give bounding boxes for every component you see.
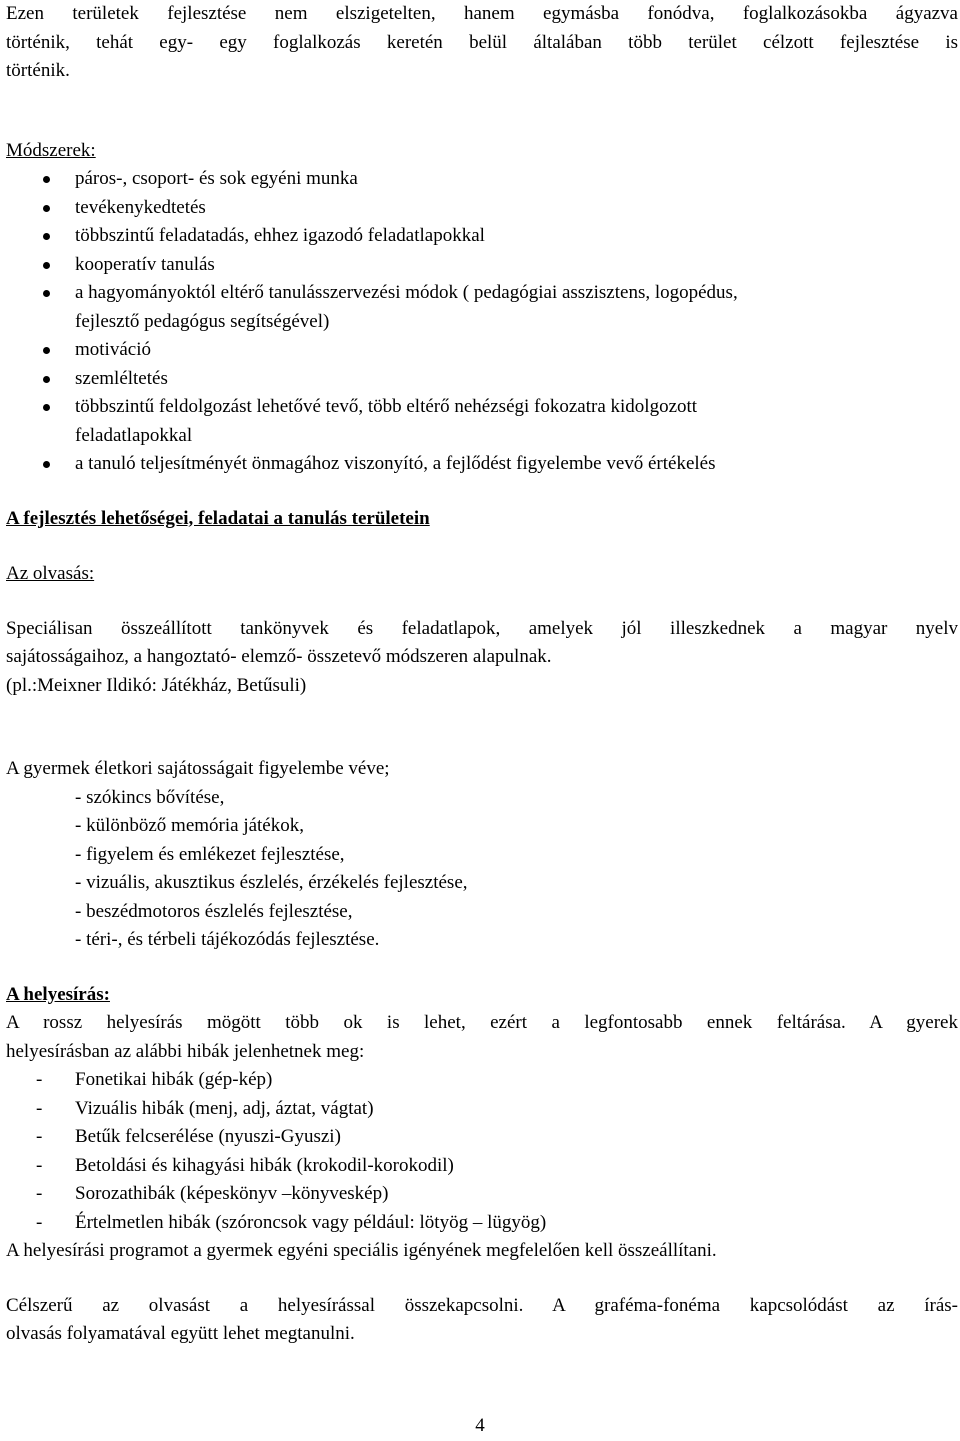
dash-marker: - — [36, 1097, 43, 1119]
age-feature-item: - beszédmotoros észlelés fejlesztése, — [75, 900, 353, 922]
method-item-text: kooperatív tanulás — [75, 253, 215, 275]
age-feature-item: - téri-, és térbeli tájékozódás fejlesztése. — [75, 929, 380, 950]
method-item — [6, 450, 958, 479]
age-feature-item: - vizuális, akusztikus észlelés, érzékelés fejlesztése, — [75, 872, 468, 893]
reading-para-line-1: Speciálisan összeállított tankönyvek és feladatlapok, amelyek jól illeszkednek a magyar nyelv — [6, 617, 958, 639]
method-item — [6, 393, 958, 450]
intro-line-3: történik. — [6, 60, 70, 81]
bullet-icon — [43, 461, 50, 468]
method-item-text: tevékenykedtetés — [75, 196, 206, 218]
methods-heading-text: Módszerek: — [6, 139, 96, 161]
reading-heading — [6, 560, 958, 589]
age-feature-item: - figyelem és emlékezet fejlesztése, — [75, 843, 345, 865]
spelling-error-text: Betoldási és kihagyási hibák (krokodil-korokodil) — [75, 1154, 454, 1176]
spelling-error-text: Sorozathibák (képeskönyv –könyveskép) — [75, 1183, 389, 1204]
method-item-text: többszintű feladatadás, ehhez igazodó feladatlapokkal — [75, 225, 485, 246]
spelling-error-text: Értelmetlen hibák (szóroncsok vagy például: lötyög – lügyög) — [75, 1211, 547, 1233]
bullet-icon — [43, 262, 50, 269]
method-item — [6, 365, 958, 394]
method-item — [6, 279, 958, 336]
method-item-text: szemléltetés — [75, 367, 168, 389]
intro-line-2: történik, tehát egy- egy foglalkozás keretén belül általában több terület célzott fejlesztése is — [6, 31, 958, 53]
spacer — [6, 589, 958, 615]
method-item-text: fejlesztő pedagógus segítségével) — [75, 310, 330, 332]
spelling-heading-text: A helyesírás: — [6, 983, 110, 1005]
spelling-error-text: Fonetikai hibák (gép-kép) — [75, 1069, 273, 1090]
intro-line-1: Ezen területek fejlesztése nem elszigetelten, hanem egymásba fonódva, foglalkozásokba ágyazva — [6, 3, 958, 24]
spelling-error-item — [6, 1152, 958, 1181]
document-page — [6, 0, 958, 1349]
bullet-icon — [43, 376, 50, 383]
spelling-program-line: A helyesírási programot a gyermek egyéni speciális igényének megfelelően kell összeállítani. — [6, 1240, 717, 1261]
bullet-icon — [43, 176, 50, 183]
combine-line-2: olvasás folyamatával együtt lehet megtanulni. — [6, 1323, 355, 1344]
spelling-error-item — [6, 1123, 958, 1152]
spacer — [6, 955, 958, 981]
method-item — [6, 194, 958, 223]
page-number: 4 — [475, 1415, 485, 1436]
spelling-error-item — [6, 1180, 958, 1209]
method-item — [6, 222, 958, 251]
method-item-text: a tanuló teljesítményét önmagához viszonyító, a fejlődést figyelembe vevő értékelés — [75, 453, 716, 474]
dash-marker: - — [36, 1211, 43, 1233]
method-item-text: többszintű feldolgozást lehetővé tevő, több eltérő nehézségi fokozatra kidolgozott — [75, 396, 698, 417]
method-item — [6, 251, 958, 280]
dash-marker: - — [36, 1183, 43, 1204]
age-feature-list — [6, 784, 958, 955]
spelling-para-line-1: A rossz helyesírás mögött több ok is lehet, ezért a legfontosabb ennek feltárása. A gyerek — [6, 1012, 958, 1033]
methods-heading — [6, 137, 958, 166]
reading-para-line-2: sajátosságaihoz, a hangoztató- elemző- összetevő módszeren alapulnak. — [6, 646, 552, 667]
method-item-text: a hagyományoktól eltérő tanulásszervezési módok ( pedagógiai asszisztens, logopédus, — [75, 282, 738, 303]
spelling-error-item — [6, 1066, 958, 1095]
spacer — [6, 1266, 958, 1292]
age-intro: A gyermek életkori sajátosságait figyelembe véve; — [6, 758, 390, 779]
method-item-text: feladatlapokkal — [75, 424, 193, 446]
combine-line-1: Célszerű az olvasást a helyesírással összekapcsolni. A graféma-fonéma kapcsolódást az írás- — [6, 1294, 958, 1316]
methods-list — [6, 165, 958, 479]
method-item — [6, 336, 958, 365]
reading-para-line-3: (pl.:Meixner Ildikó: Játékház, Betűsuli) — [6, 674, 307, 696]
bullet-icon — [43, 233, 50, 240]
spelling-error-item — [6, 1095, 958, 1124]
spacer — [6, 86, 958, 137]
spelling-para-line-2: helyesírásban az alábbi hibák jelenhetnek meg: — [6, 1040, 365, 1062]
bullet-icon — [43, 290, 50, 297]
dash-marker: - — [36, 1069, 43, 1090]
dash-marker: - — [36, 1154, 43, 1176]
spelling-error-text: Vizuális hibák (menj, adj, áztat, vágtat) — [75, 1097, 374, 1119]
spelling-error-text: Betűk felcserélése (nyuszi-Gyuszi) — [75, 1126, 341, 1147]
bullet-icon — [43, 205, 50, 212]
method-item — [6, 165, 958, 194]
section-title — [6, 505, 958, 534]
spacer — [6, 479, 958, 505]
spelling-error-list — [6, 1066, 958, 1237]
bullet-icon — [43, 347, 50, 354]
spelling-error-item — [6, 1209, 958, 1238]
method-item-text: páros-, csoport- és sok egyéni munka — [75, 168, 358, 189]
method-item-text: motiváció — [75, 339, 151, 360]
bullet-icon — [43, 404, 50, 411]
dash-marker: - — [36, 1126, 43, 1147]
spacer — [6, 700, 958, 755]
age-feature-item: - szókincs bővítése, — [75, 786, 225, 808]
section-title-text: A fejlesztés lehetőségei, feladatai a tanulás területein — [6, 507, 430, 529]
reading-heading-text: Az olvasás: — [6, 563, 95, 584]
spelling-heading — [6, 981, 958, 1010]
spacer — [6, 533, 958, 560]
age-feature-item: - különböző memória játékok, — [75, 815, 304, 836]
